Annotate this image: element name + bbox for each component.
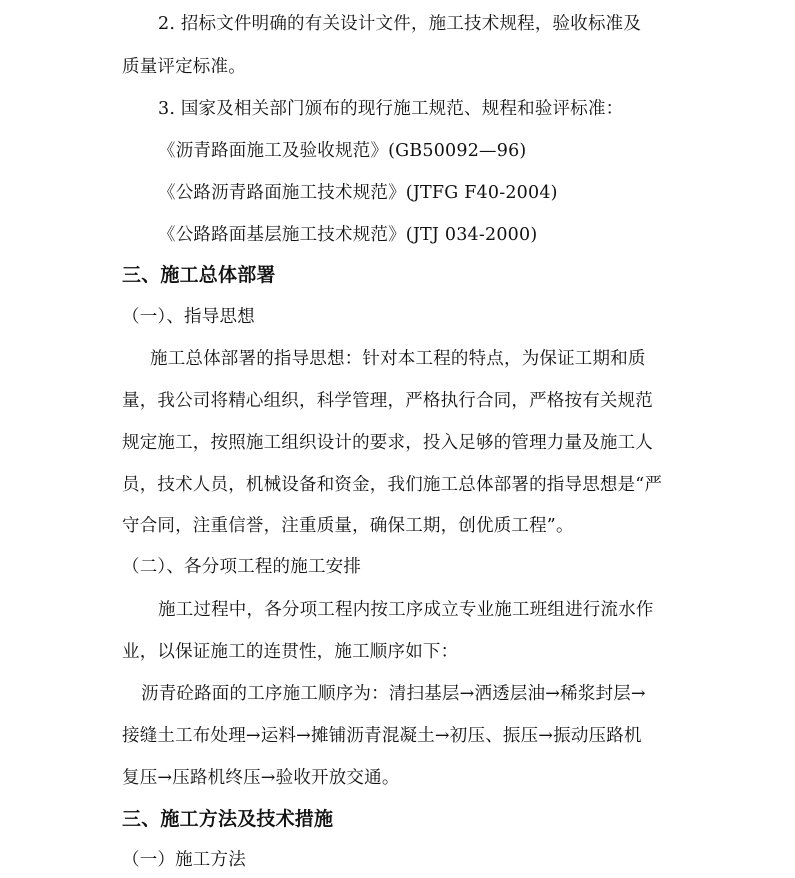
- paragraph-line: 复压→压路机终压→验收开放交通。: [122, 768, 400, 788]
- subsection-heading-construction-method: （一）施工方法: [122, 850, 246, 870]
- paragraph-line: 施工总体部署的指导思想：针对本工程的特点，为保证工期和质: [150, 349, 646, 369]
- standard-reference-2: 《公路沥青路面施工技术规范》(JTFG F40-2004): [158, 183, 558, 203]
- subsection-heading-guiding-principle: （一）、指导思想: [122, 307, 255, 327]
- list-item-2-continuation: 质量评定标准。: [122, 57, 246, 77]
- standard-reference-3: 《公路路面基层施工技术规范》(JTJ 034-2000): [158, 225, 538, 245]
- paragraph-line: 员，技术人员，机械设备和资金，我们施工总体部署的指导思想是“严: [122, 475, 663, 495]
- list-item-2: 2. 招标文件明确的有关设计文件，施工技术规程，验收标准及: [158, 14, 642, 34]
- paragraph-line: 接缝土工布处理→运料→摊铺沥青混凝土→初压、振压→振动压路机: [122, 726, 642, 746]
- paragraph-line: 沥青砼路面的工序施工顺序为：清扫基层→洒透层油→稀浆封层→: [141, 684, 646, 704]
- paragraph-line: 量，我公司将精心组织，科学管理，严格执行合同，严格按有关规范: [122, 391, 653, 411]
- paragraph-line: 业，以保证施工的连贯性，施工顺序如下：: [122, 642, 459, 662]
- paragraph-line: 守合同，注重信誉，注重质量，确保工期，创优质工程”。: [122, 516, 574, 536]
- section-heading-deployment: 三、施工总体部署: [122, 264, 276, 286]
- section-heading-methods: 三、施工方法及技术措施: [122, 808, 334, 830]
- paragraph-line: 施工过程中，各分项工程内按工序成立专业施工班组进行流水作: [158, 600, 654, 620]
- subsection-heading-arrangement: （二）、各分项工程的施工安排: [122, 557, 362, 577]
- list-item-3: 3. 国家及相关部门颁布的现行施工规范、规程和验评标准：: [158, 99, 624, 119]
- paragraph-line: 规定施工，按照施工组织设计的要求，投入足够的管理力量及施工人: [122, 433, 653, 453]
- standard-reference-1: 《沥青路面施工及验收规范》(GB50092—96): [158, 141, 527, 161]
